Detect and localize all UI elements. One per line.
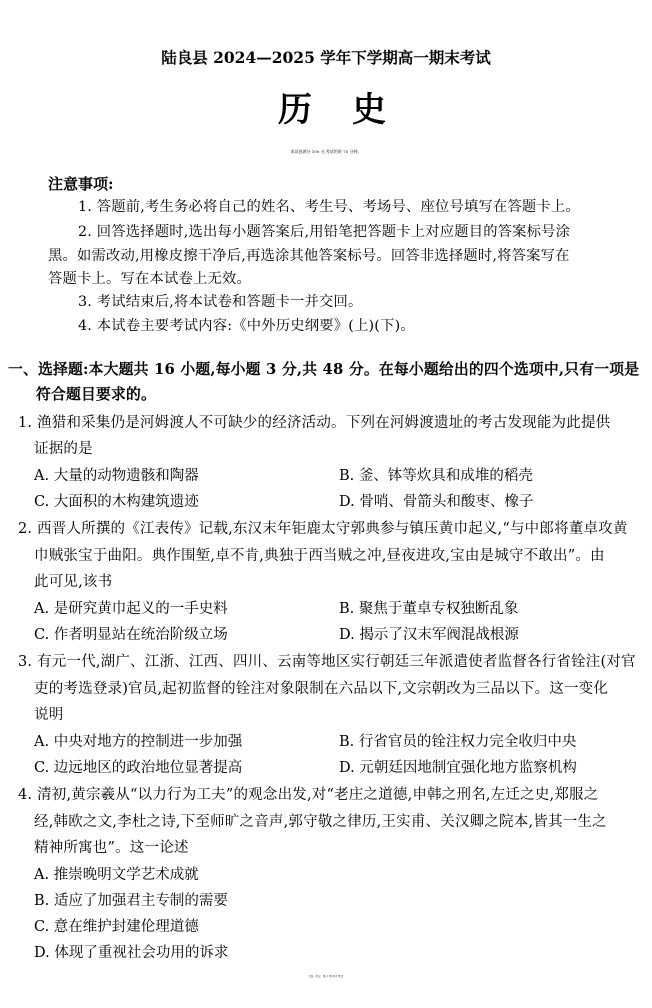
- question-2-option-b: B. 聚焦于董卓专权独断乱象: [339, 601, 519, 617]
- question-1-option-b: B. 釜、钵等炊具和成堆的稻壳: [339, 468, 533, 484]
- exam-title: 陆良县 2024—2025 学年下学期高一期末考试: [161, 48, 491, 67]
- section-heading: 一、选择题:本大题共 16 小题,每小题 3 分,共 48 分。在每小题给出的四个选项中,只有一项是: [8, 361, 640, 378]
- question-2-text: 此可见,该书: [34, 574, 113, 590]
- question-2-option-d: D. 揭示了汉末军阀混战根源: [339, 627, 519, 643]
- question-2-option-a: A. 是研究黄巾起义的一手史料: [34, 601, 228, 617]
- question-1-option-c: C. 大面积的木构建筑遗迹: [34, 494, 199, 510]
- notice-line: 答题卡上。写在本试卷上无效。: [48, 271, 251, 287]
- question-2-text: 2. 西晋人所撰的《江表传》记载,东汉末年钜鹿太守郭典参与镇压黄巾起义,“与中郎将董卓攻黄: [18, 521, 628, 537]
- question-3-option-b: B. 行省官员的铨注权力完全收归中央: [339, 734, 577, 750]
- page-footer: 【高一历史 第 1 页(共 6 页)】: [308, 975, 344, 978]
- question-4-option-d: D. 体现了重视社会功用的诉求: [34, 945, 229, 961]
- exam-meta: 本试卷满分 100 分,考试用时 75 分钟。: [290, 149, 362, 154]
- question-4-option-b: B. 适应了加强君主专制的需要: [34, 893, 228, 909]
- question-2-text: 巾贼张宝于曲阳。典作围堑,卓不肯,典独于西当贼之冲,昼夜进攻,宝由是城守不敢出”。由: [34, 548, 605, 564]
- question-1-text: 1. 渔猎和采集仍是河姆渡人不可缺少的经济活动。下列在河姆渡遗址的考古发现能为此提供: [18, 415, 611, 431]
- question-4-option-c: C. 意在维护封建伦理道德: [34, 919, 199, 935]
- notice-line: 1. 答题前,考生务必将自己的姓名、考生号、考场号、座位号填写在答题卡上。: [78, 199, 580, 215]
- question-3-option-a: A. 中央对地方的控制进一步加强: [34, 734, 243, 750]
- question-1-option-a: A. 大量的动物遗骸和陶器: [34, 468, 199, 484]
- question-1-text: 证据的是: [34, 441, 93, 457]
- question-1-option-d: D. 骨哨、骨箭头和酸枣、橡子: [339, 494, 534, 510]
- notice-heading: 注意事项:: [48, 175, 114, 193]
- question-3-option-c: C. 边远地区的政治地位显著提高: [34, 760, 243, 776]
- question-3-text: 说明: [34, 707, 64, 723]
- question-4-text: 精神所寓也”。这一论述: [34, 840, 189, 856]
- notice-line: 4. 本试卷主要考试内容:《中外历史纲要》(上)(下)。: [78, 318, 415, 334]
- question-4-option-a: A. 推崇晚明文学艺术成就: [34, 867, 199, 883]
- notice-line: 3. 考试结束后,将本试卷和答题卡一并交回。: [78, 294, 363, 310]
- subject-title: 历史: [278, 90, 426, 130]
- notice-line: 黑。如需改动,用橡皮擦干净后,再选涂其他答案标号。回答非选择题时,将答案写在: [48, 248, 570, 264]
- section-heading-cont: 符合题目要求的。: [36, 386, 156, 403]
- notice-line: 2. 回答选择题时,选出每小题答案后,用铅笔把答题卡上对应题目的答案标号涂: [78, 224, 571, 240]
- question-2-option-c: C. 作者明显站在统治阶级立场: [34, 627, 228, 643]
- question-4-text: 经,韩欧之文,李杜之诗,下至师旷之音声,郭守敬之律历,王实甫、关汉卿之院本,皆其一生之: [34, 814, 607, 830]
- question-3-option-d: D. 元朝廷因地制宜强化地方监察机构: [339, 760, 577, 776]
- question-3-text: 吏的考选登录)官员,起初监督的铨注对象限制在六品以下,文宗朝改为三品以下。这一变化: [34, 681, 609, 697]
- question-4-text: 4. 清初,黄宗羲从“以力行为工夫”的观念出发,对“老庄之道德,申韩之刑名,左迁之史,郑服之: [18, 787, 599, 803]
- question-3-text: 3. 有元一代,湖广、江浙、江西、四川、云南等地区实行朝廷三年派遣使者监督各行省铨注(对官: [18, 654, 636, 670]
